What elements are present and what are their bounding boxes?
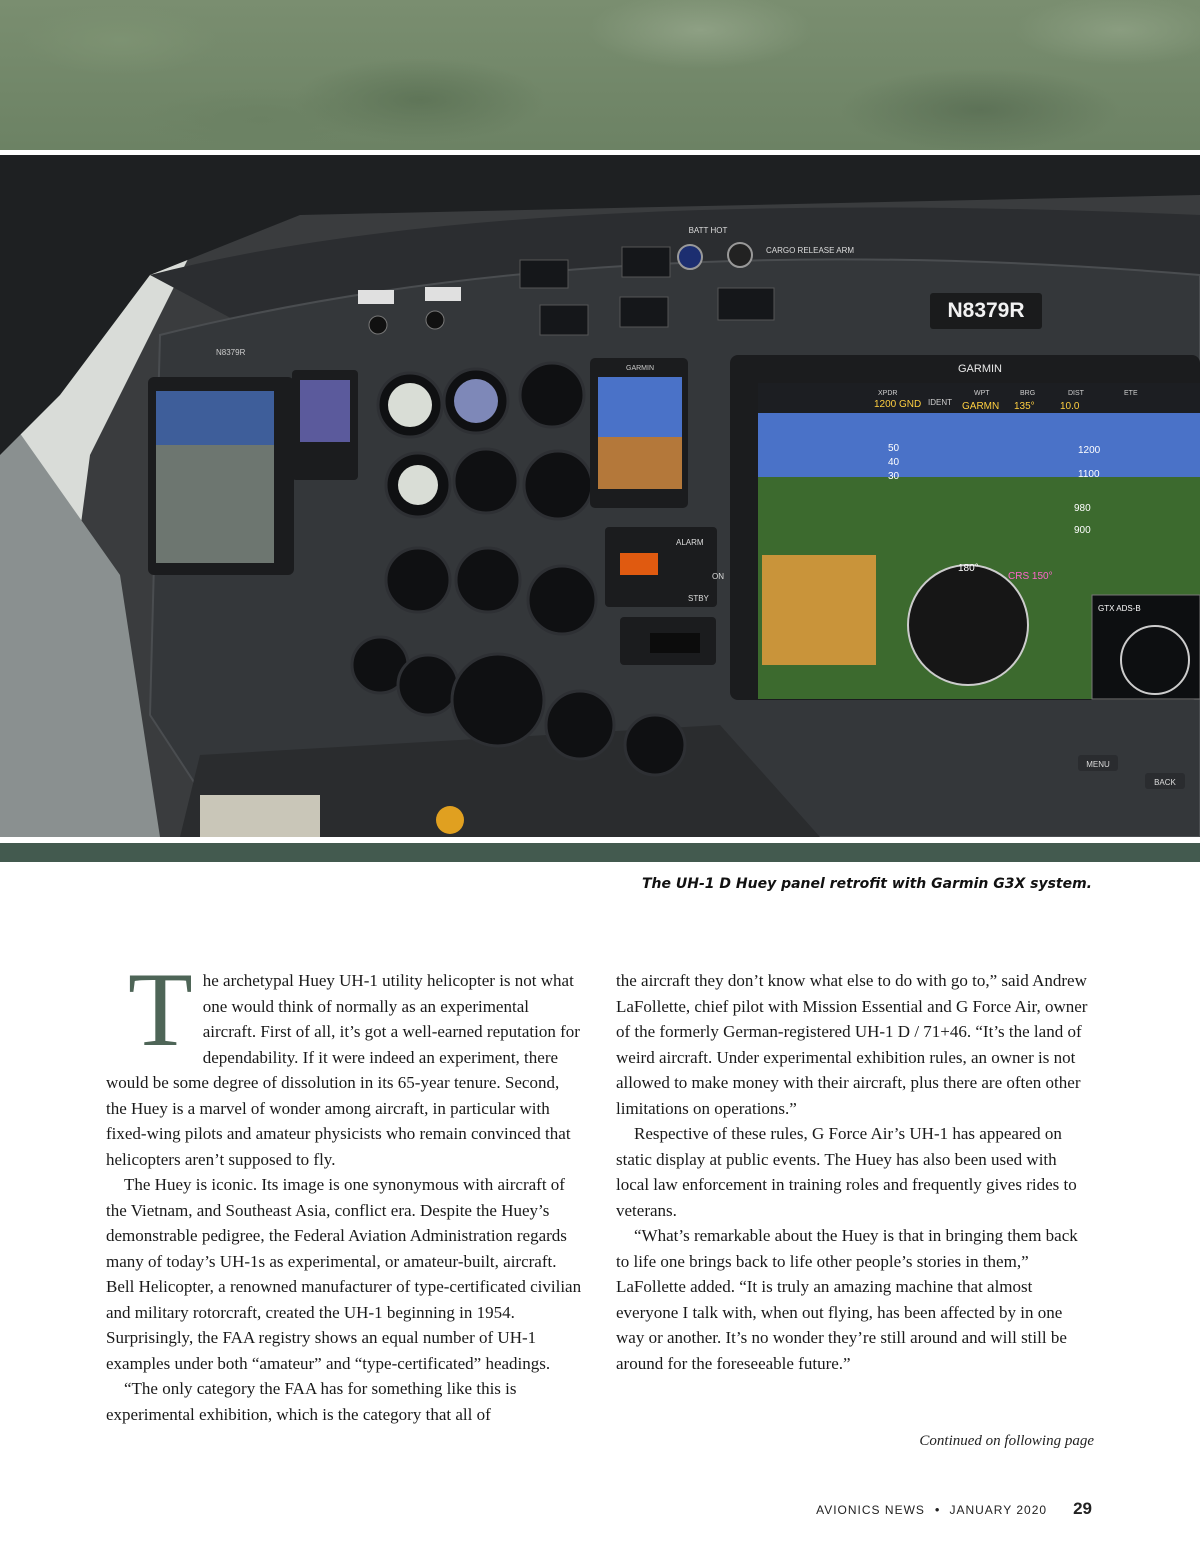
svg-text:ETE: ETE xyxy=(1124,390,1138,397)
svg-text:180°: 180° xyxy=(958,563,979,574)
svg-text:CARGO RELEASE ARM: CARGO RELEASE ARM xyxy=(765,246,855,255)
article-paragraph: The Huey is iconic. Its image is one synonymous with aircraft of the Vietnam, and Southeast Asia, conflict era. Despite the Huey’s demonstrable pedigree, the Federal Aviation Administration regards many of today’s UH-1s as experimental, or amateur-built, aircraft. Bell Helicopter, a renowned manufacturer of type-certificated civilian and military rotorcraft, created the UH-1 beginning in 1954. Surprisingly, the FAA registry shows an equal number of UH-1 examples under both “amateur” and “type-certificated” headings. xyxy=(106,1175,582,1373)
continued-note: Continued on following page xyxy=(919,1433,1094,1449)
svg-text:980: 980 xyxy=(1074,503,1091,514)
svg-text:ALARM: ALARM xyxy=(676,538,704,547)
photo-caption: The UH-1 D Huey panel retrofit with Garmin G3X system. xyxy=(642,876,1092,892)
article-paragraph: Respective of these rules, G Force Air’s UH-1 has appeared on static display at public events. The Huey has also been used with local law enforcement in training roles and frequently gives rides to veterans. xyxy=(616,1124,1077,1220)
svg-text:DIST: DIST xyxy=(1068,390,1084,397)
svg-text:900: 900 xyxy=(1074,525,1091,536)
svg-text:GARMN: GARMN xyxy=(962,401,1000,412)
svg-text:MENU: MENU xyxy=(1086,760,1110,769)
article-paragraph: “What’s remarkable about the Huey is that in bringing them back to life one brings back to life other people’s stories in them,” LaFollette added. “It is truly an amazing machine that almost everyone I talk with, when out flying, has been affected by in one way or another. It’s no wonder they’re still around and will still be around for the foreseeable future.” xyxy=(616,1226,1078,1373)
svg-text:10.0: 10.0 xyxy=(1060,401,1080,412)
paragraph-text: he archetypal Huey UH-1 utility helicopter is not what one would think of normally as an experimental aircraft. First of all, it’s got a well-earned reputation for dependability. If it were indeed an experiment, there would be some degree of dissolution in its 65-year tenure. Second, the Huey is a marvel of wonder among aircraft, in particular with fixed-wing pilots and amateur physicists who remain convinced that helicopters aren’t supposed to fly. xyxy=(106,971,580,1169)
page-footer xyxy=(816,1499,1092,1519)
svg-text:135°: 135° xyxy=(1014,401,1035,412)
svg-text:XPDR: XPDR xyxy=(878,390,898,397)
footer-bullet: • xyxy=(934,1502,940,1517)
svg-text:50: 50 xyxy=(888,443,900,454)
cockpit-panel-photo xyxy=(0,155,1200,837)
svg-text:ON: ON xyxy=(712,572,724,581)
svg-text:1200 GND: 1200 GND xyxy=(874,399,922,410)
svg-text:GARMIN: GARMIN xyxy=(626,365,654,372)
publication-name: AVIONICS NEWS xyxy=(816,1503,925,1517)
svg-text:CRS 150°: CRS 150° xyxy=(1008,571,1053,582)
accent-divider-bar xyxy=(0,843,1200,862)
article-column-right xyxy=(616,968,1092,1376)
drop-cap: T xyxy=(128,951,193,1068)
article-paragraph: “The only category the FAA has for something like this is experimental exhibition, which is the category that all of xyxy=(106,1379,517,1424)
svg-text:1100: 1100 xyxy=(1078,469,1100,480)
page-number: 29 xyxy=(1073,1499,1092,1518)
svg-text:BRG: BRG xyxy=(1020,390,1036,397)
svg-text:1200: 1200 xyxy=(1078,445,1101,456)
svg-text:30: 30 xyxy=(888,471,900,482)
svg-text:IDENT: IDENT xyxy=(928,398,952,407)
svg-text:GTX ADS-B: GTX ADS-B xyxy=(1098,604,1141,613)
article-paragraph xyxy=(106,951,582,1172)
camouflage-header-band xyxy=(0,0,1200,150)
svg-text:40: 40 xyxy=(888,457,900,468)
issue-date: JANUARY 2020 xyxy=(949,1503,1048,1517)
svg-text:N8379R: N8379R xyxy=(216,348,246,357)
svg-text:WPT: WPT xyxy=(974,390,990,397)
tail-number-plate: N8379R xyxy=(947,299,1025,322)
svg-text:BATT HOT: BATT HOT xyxy=(688,226,728,235)
svg-text:STBY: STBY xyxy=(688,594,709,603)
garmin-brand: GARMIN xyxy=(958,363,1002,375)
article-column-left xyxy=(106,951,582,1427)
article-paragraph: the aircraft they don’t know what else to do with go to,” said Andrew LaFollette, chief pilot with Mission Essential and G Force Air, owner of the formerly German-registered UH-1 D / 71+46. “It’s the land of weird aircraft. Under experimental exhibition rules, an owner is not allowed to make money with their aircraft, plus there are often other limitations on operations.” xyxy=(616,971,1088,1118)
svg-text:BACK: BACK xyxy=(1154,778,1176,787)
